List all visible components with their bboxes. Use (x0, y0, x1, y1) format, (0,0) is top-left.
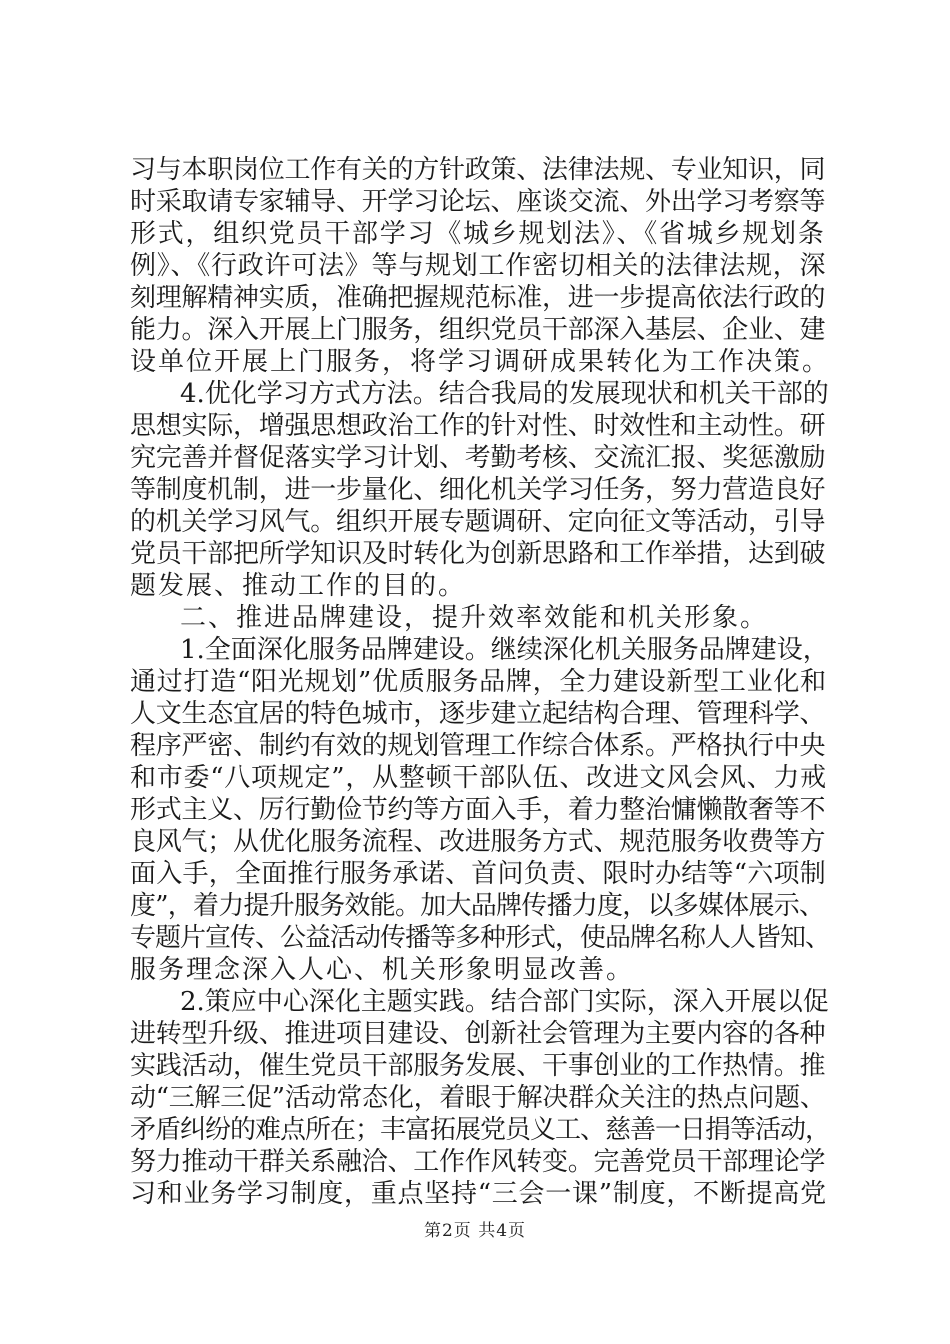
paragraph-line: 努力推动干群关系融洽、工作作风转变。完善党员干部理论学 (130, 1147, 826, 1177)
paragraph-line: 刻理解精神实质，准确把握规范标准，进一步提高依法行政的 (130, 283, 826, 313)
paragraph-line: 程序严密、制约有效的规划管理工作综合体系。严格执行中央 (130, 731, 826, 761)
paragraph-line: 服务理念深入人心、机关形象明显改善。 (130, 955, 635, 985)
paragraph-line: 设单位开展上门服务，将学习调研成果转化为工作决策。 (130, 347, 831, 377)
page-footer (0, 1216, 950, 1241)
paragraph-line: 专题片宣传、公益活动传播等多种形式，使品牌名称人人皆知、 (130, 923, 831, 953)
paragraph-line: 习和业务学习制度，重点坚持“三会一课”制度，不断提高党 (130, 1179, 827, 1209)
paragraph-line: 度”，着力提升服务效能。加大品牌传播力度，以多媒体展示、 (130, 891, 825, 921)
paragraph-line: 通过打造“阳光规划”优质服务品牌，全力建设新型工业化和 (130, 667, 827, 697)
paragraph-line: 4.优化学习方式方法。结合我局的发展现状和机关干部的 (180, 379, 829, 409)
paragraph-line: 进转型升级、推进项目建设、创新社会管理为主要内容的各种 (130, 1019, 826, 1049)
paragraph-line: 2.策应中心深化主题实践。结合部门实际，深入开展以促 (180, 987, 829, 1017)
paragraph-line: 形式主义、厉行勤俭节约等方面入手，着力整治慵懒散奢等不 (130, 795, 826, 825)
paragraph-line: 面入手，全面推行服务承诺、首问负责、限时办结等“六项制 (130, 859, 827, 889)
paragraph-line: 习与本职岗位工作有关的方针政策、法律法规、专业知识，同 (130, 155, 826, 185)
paragraph-line: 时采取请专家辅导、开学习论坛、座谈交流、外出学习考察等 (130, 187, 826, 217)
paragraph-line: 等制度机制，进一步量化、细化机关学习任务，努力营造良好 (130, 475, 826, 505)
page-number-label: 第2页 共4页 (423, 1221, 527, 1241)
paragraph-line: 动“三解三促”活动常态化，着眼于解决群众关注的热点问题、 (130, 1083, 826, 1113)
paragraph-line: 人文生态宜居的特色城市，逐步建立起结构合理、管理科学、 (130, 699, 826, 729)
paragraph-line: 思想实际，增强思想政治工作的针对性、时效性和主动性。研 (130, 411, 826, 441)
paragraph-line: 例》、《行政许可法》等与规划工作密切相关的法律法规，深 (130, 251, 827, 281)
document-body (130, 154, 830, 1210)
paragraph-line: 和市委“八项规定”，从整顿干部队伍、改进文风会风、力戒 (130, 763, 827, 793)
paragraph-line: 矛盾纠纷的难点所在；丰富拓展党员义工、慈善一日捐等活动， (130, 1115, 831, 1145)
paragraph-line: 题发展、推动工作的目的。 (130, 571, 467, 601)
paragraph-line: 二、推进品牌建设，提升效率效能和机关形象。 (180, 603, 769, 633)
paragraph-line: 能力。深入开展上门服务，组织党员干部深入基层、企业、建 (130, 315, 826, 345)
paragraph-line: 形式，组织党员干部学习《城乡规划法》、《省城乡规划条 (130, 219, 826, 249)
paragraph-line: 1.全面深化服务品牌建设。继续深化机关服务品牌建设， (180, 635, 829, 665)
paragraph-line: 究完善并督促落实学习计划、考勤考核、交流汇报、奖惩激励 (130, 443, 826, 473)
paragraph-line: 实践活动，催生党员干部服务发展、干事创业的工作热情。推 (130, 1051, 826, 1081)
paragraph-line: 良风气；从优化服务流程、改进服务方式、规范服务收费等方 (130, 827, 826, 857)
paragraph-line: 党员干部把所学知识及时转化为创新思路和工作举措，达到破 (130, 539, 826, 569)
paragraph-line: 的机关学习风气。组织开展专题调研、定向征文等活动，引导 (130, 507, 826, 537)
